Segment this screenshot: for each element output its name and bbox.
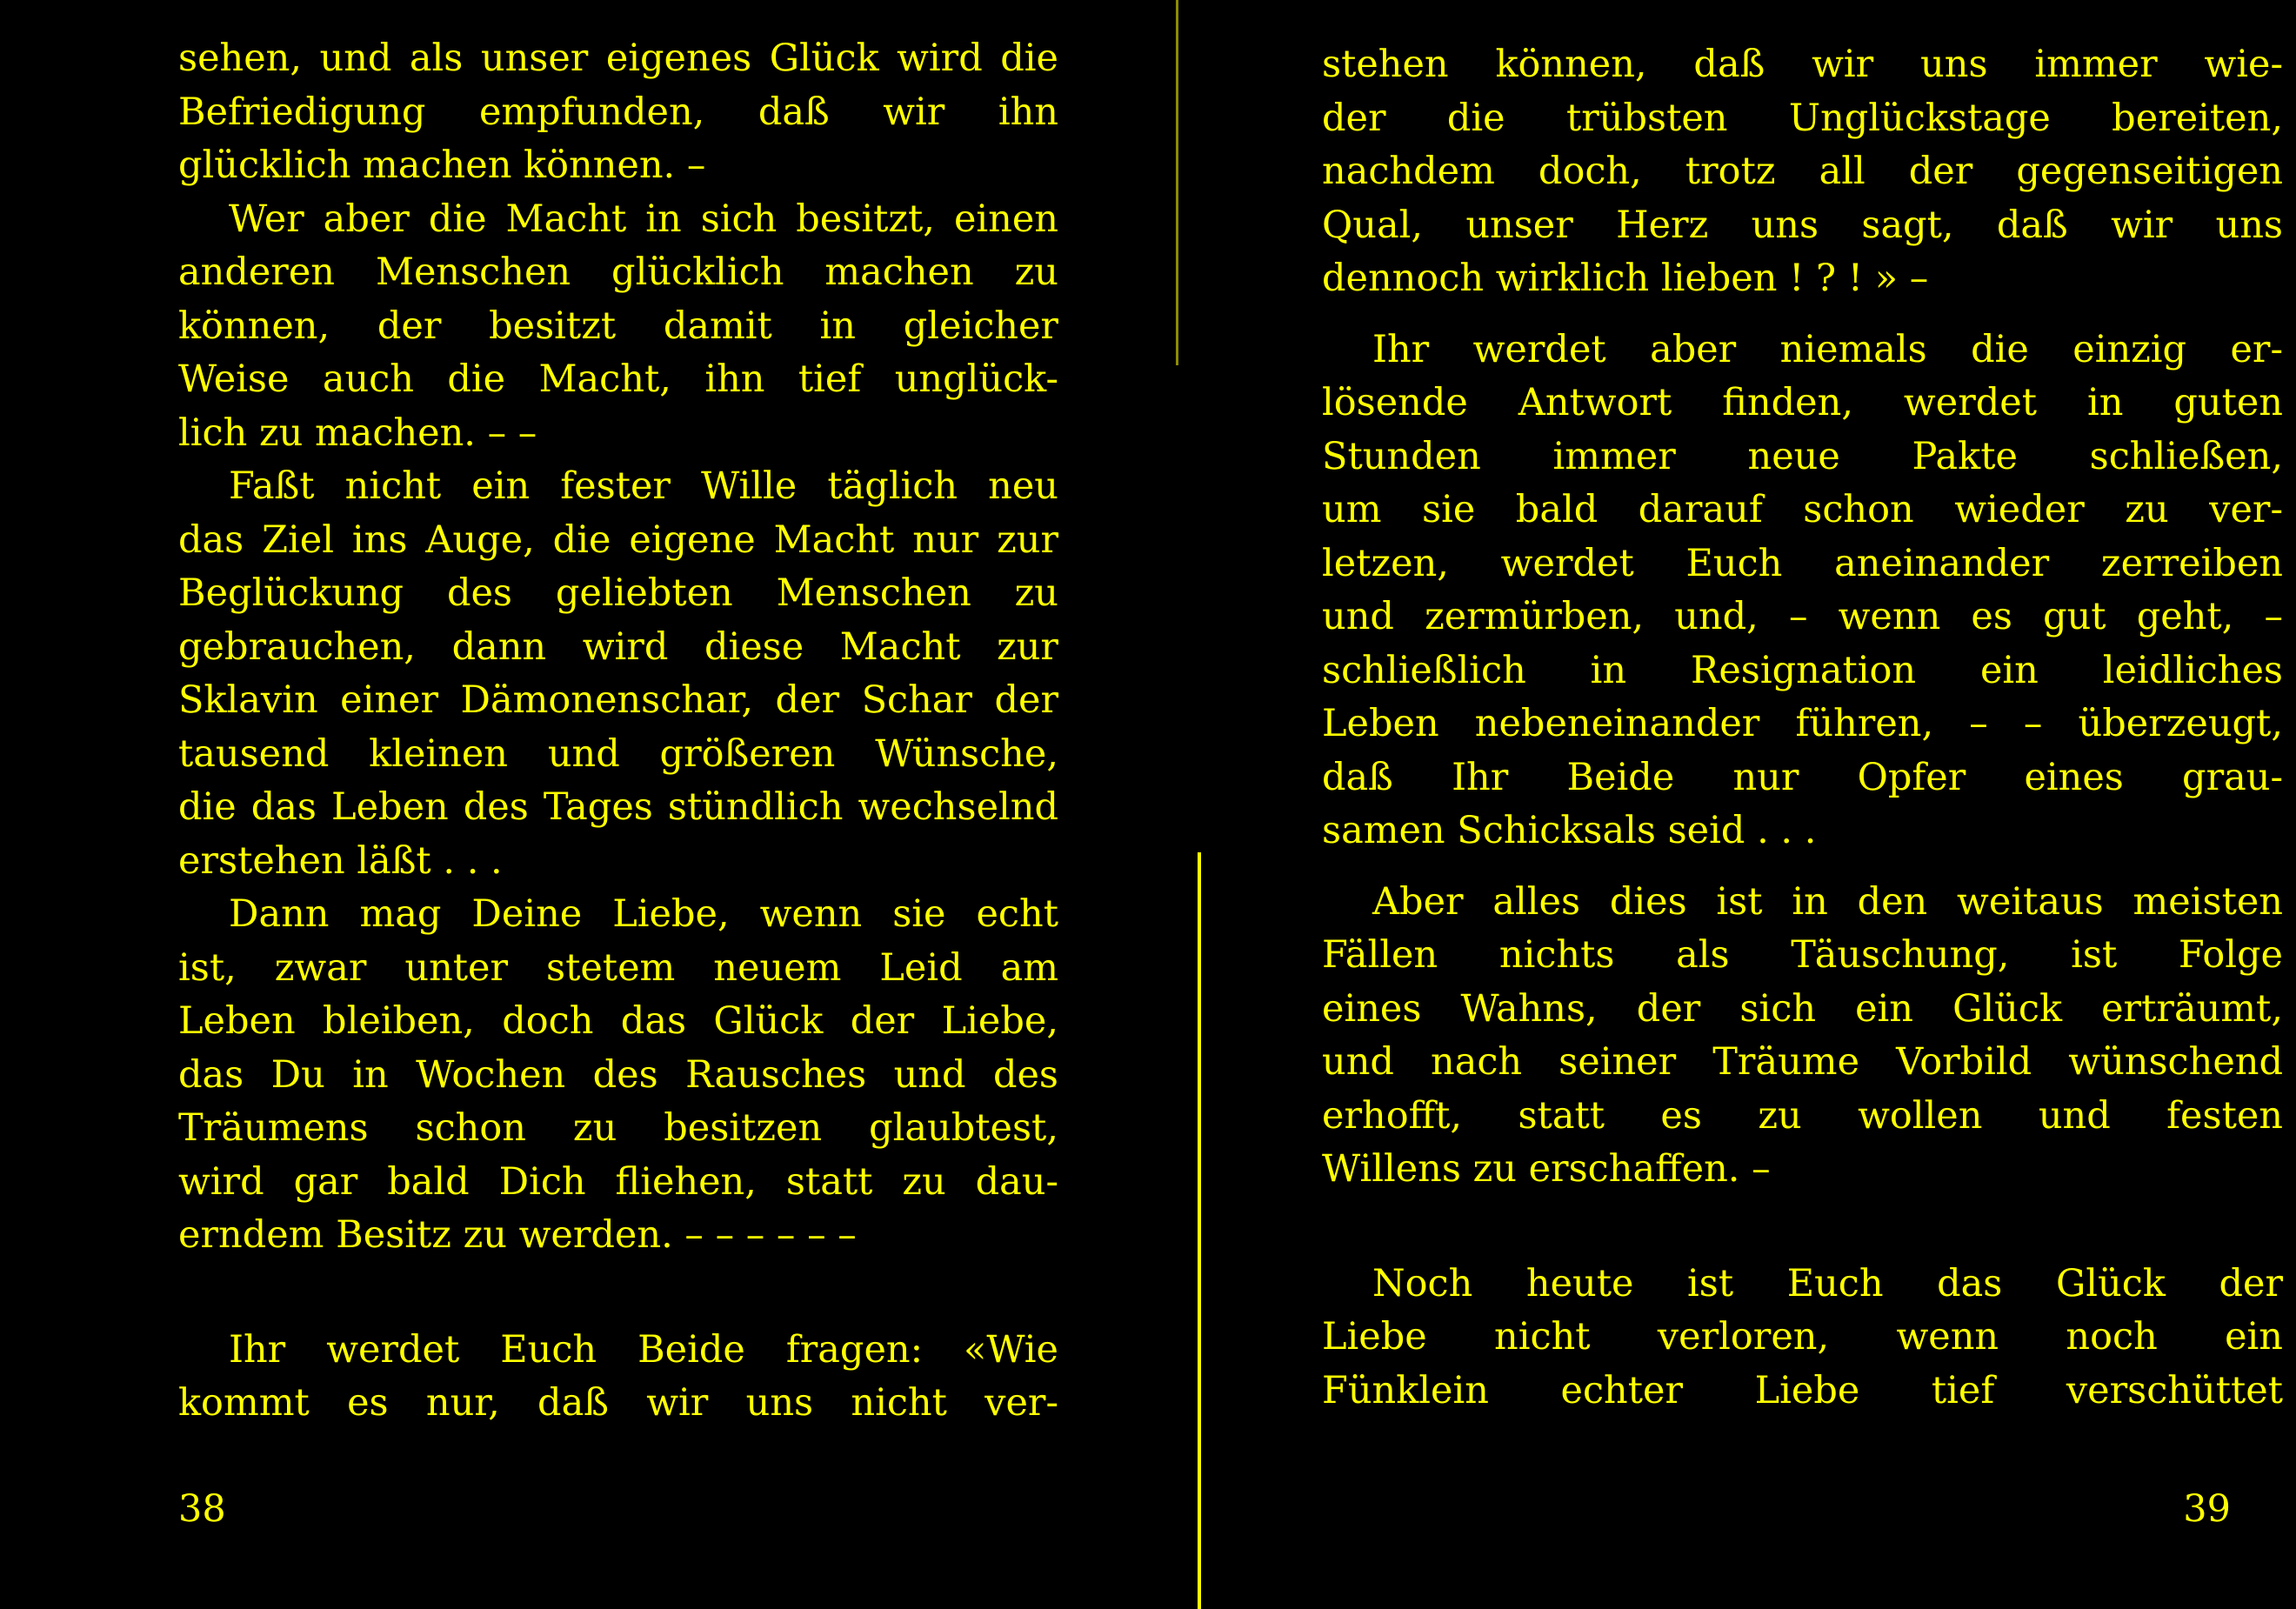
text-line: Faßt nicht ein fester Wille täglich neu	[229, 464, 1058, 508]
text-line: kommt es nur, daß wir uns nicht ver-	[178, 1381, 1058, 1425]
text-line: Wer aber die Macht in sich besitzt, einen	[229, 197, 1058, 241]
text-line: nachdem doch, trotz all der gegenseitigen	[1322, 150, 2283, 193]
right-page-number: 39	[2183, 1487, 2231, 1531]
text-line: Sklavin einer Dämonenschar, der Schar der	[178, 678, 1058, 722]
text-line: Dann mag Deine Liebe, wenn sie echt	[229, 892, 1058, 936]
text-line: und zermürben, und, – wenn es gut geht, –	[1322, 595, 2283, 638]
text-line: Leben bleiben, doch das Glück der Liebe,	[178, 999, 1058, 1043]
text-line: gebrauchen, dann wird diese Macht zur	[178, 624, 1058, 669]
text-line: die das Leben des Tages stündlich wechselnd	[178, 785, 1058, 829]
text-line: Träumens schon zu besitzen glaubtest,	[178, 1106, 1058, 1150]
text-line: Fällen nichts als Täuschung, ist Folge	[1322, 933, 2283, 977]
paragraph-gap	[1322, 1197, 2283, 1258]
text-line: und nach seiner Träume Vorbild wünschend	[1322, 1040, 2283, 1084]
text-line: stehen können, daß wir uns immer wie-	[1322, 43, 2283, 86]
text-line: Stunden immer neue Pakte schließen,	[1322, 434, 2283, 478]
text-line: Liebe nicht verloren, wenn noch ein	[1322, 1315, 2283, 1359]
text-line: Willens zu erschaffen. –	[1322, 1147, 1771, 1191]
text-line: ist, zwar unter stetem neuem Leid am	[178, 945, 1058, 990]
paragraph-gap	[1322, 858, 2283, 876]
right-page-text	[1322, 38, 2283, 1418]
paragraph-gap	[1322, 306, 2283, 324]
text-line: dennoch wirklich lieben ! ? ! » –	[1322, 257, 1929, 300]
gutter-shadow	[1176, 0, 1178, 365]
text-line: Fünklein echter Liebe tief verschüttet	[1322, 1368, 2283, 1412]
left-page-text	[178, 32, 1058, 1431]
text-line: samen Schicksals seid . . .	[1322, 809, 1817, 852]
left-page-number: 38	[178, 1487, 226, 1531]
text-line: Befriedigung empfunden, daß wir ihn	[178, 90, 1058, 134]
text-line: lich zu machen. – –	[178, 411, 537, 455]
text-line: Aber alles dies ist in den weitaus meisten	[1372, 879, 2283, 924]
text-line: Ihr werdet Euch Beide fragen: «Wie	[229, 1327, 1058, 1372]
text-line: lösende Antwort finden, werdet in guten	[1322, 381, 2283, 424]
text-line: wird gar bald Dich fliehen, statt zu dau-	[178, 1159, 1058, 1204]
text-line: erhofft, statt es zu wollen und festen	[1322, 1093, 2283, 1138]
text-line: schließlich in Resignation ein leidliches	[1322, 648, 2283, 692]
text-line: tausend kleinen und größeren Wünsche,	[178, 731, 1058, 776]
text-line: letzen, werdet Euch aneinander zerreiben	[1322, 541, 2283, 585]
text-line: erstehen läßt . . .	[178, 838, 503, 883]
text-line: der die trübsten Unglückstage bereiten,	[1322, 96, 2283, 140]
text-line: erndem Besitz zu werden. – – – – – –	[178, 1213, 857, 1257]
paragraph-gap	[178, 1263, 1058, 1324]
text-line: Leben nebeneinander führen, – – überzeugt,	[1322, 702, 2283, 745]
text-line: sehen, und als unser eigenes Glück wird die	[178, 37, 1058, 80]
text-line: daß Ihr Beide nur Opfer eines grau-	[1322, 755, 2283, 799]
text-line: Weise auch die Macht, ihn tief unglück-	[178, 357, 1058, 401]
text-line: das Ziel ins Auge, die eigene Macht nur zur	[178, 517, 1058, 562]
text-line: glücklich machen können. –	[178, 144, 706, 187]
text-line: das Du in Wochen des Rausches und des	[178, 1052, 1058, 1097]
text-line: Ihr werdet aber niemals die einzig er-	[1372, 327, 2283, 371]
text-line: können, der besitzt damit in gleicher	[178, 304, 1058, 348]
right-page	[1205, 0, 2296, 1609]
text-line: Noch heute ist Euch das Glück der	[1372, 1261, 2283, 1305]
gutter-line	[1198, 852, 1201, 1609]
text-line: Beglückung des geliebten Menschen zu	[178, 571, 1058, 615]
text-line: um sie bald darauf schon wieder zu ver-	[1322, 488, 2283, 531]
text-line: anderen Menschen glücklich machen zu	[178, 250, 1058, 294]
text-line: Qual, unser Herz uns sagt, daß wir uns	[1322, 203, 2283, 247]
text-line: eines Wahns, der sich ein Glück erträumt,	[1322, 986, 2283, 1031]
